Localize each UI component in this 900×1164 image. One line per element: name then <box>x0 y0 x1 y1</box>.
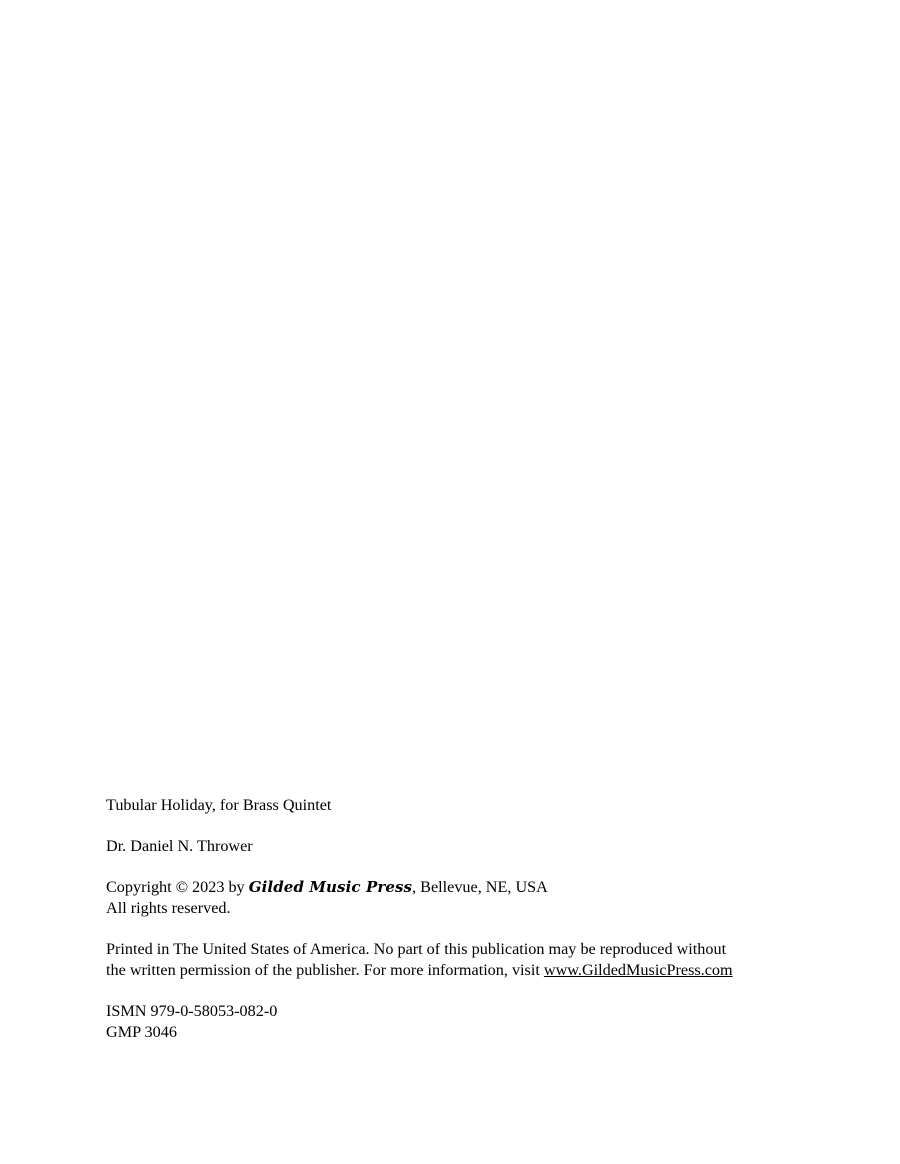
catalog-number: GMP 3046 <box>106 1023 177 1041</box>
printed-line-2-text: the written permission of the publisher. For more information, visit <box>106 961 544 979</box>
author-paragraph <box>106 836 806 857</box>
copyright-prefix: Copyright © 2023 by <box>106 878 249 896</box>
website-link[interactable]: www.GildedMusicPress.com <box>543 961 733 979</box>
author-name: Dr. Daniel N. Thrower <box>106 837 253 855</box>
printed-paragraph <box>106 939 806 981</box>
printed-line-1: Printed in The United States of America. No part of this publication may be reproduced without <box>106 940 727 958</box>
printed-line-2 <box>106 960 806 981</box>
title-paragraph <box>106 795 806 816</box>
rights-reserved: All rights reserved. <box>106 899 231 917</box>
ismn-number: ISMN 979-0-58053-082-0 <box>106 1002 278 1020</box>
identifiers-paragraph <box>106 1001 806 1043</box>
copyright-paragraph <box>106 877 806 919</box>
copyright-line <box>106 877 806 898</box>
work-title: Tubular Holiday, for Brass Quintet <box>106 796 332 814</box>
copyright-page-block <box>106 795 806 1063</box>
copyright-location: , Bellevue, NE, USA <box>412 878 548 896</box>
publisher-name: Gilded Music Press <box>248 878 413 896</box>
